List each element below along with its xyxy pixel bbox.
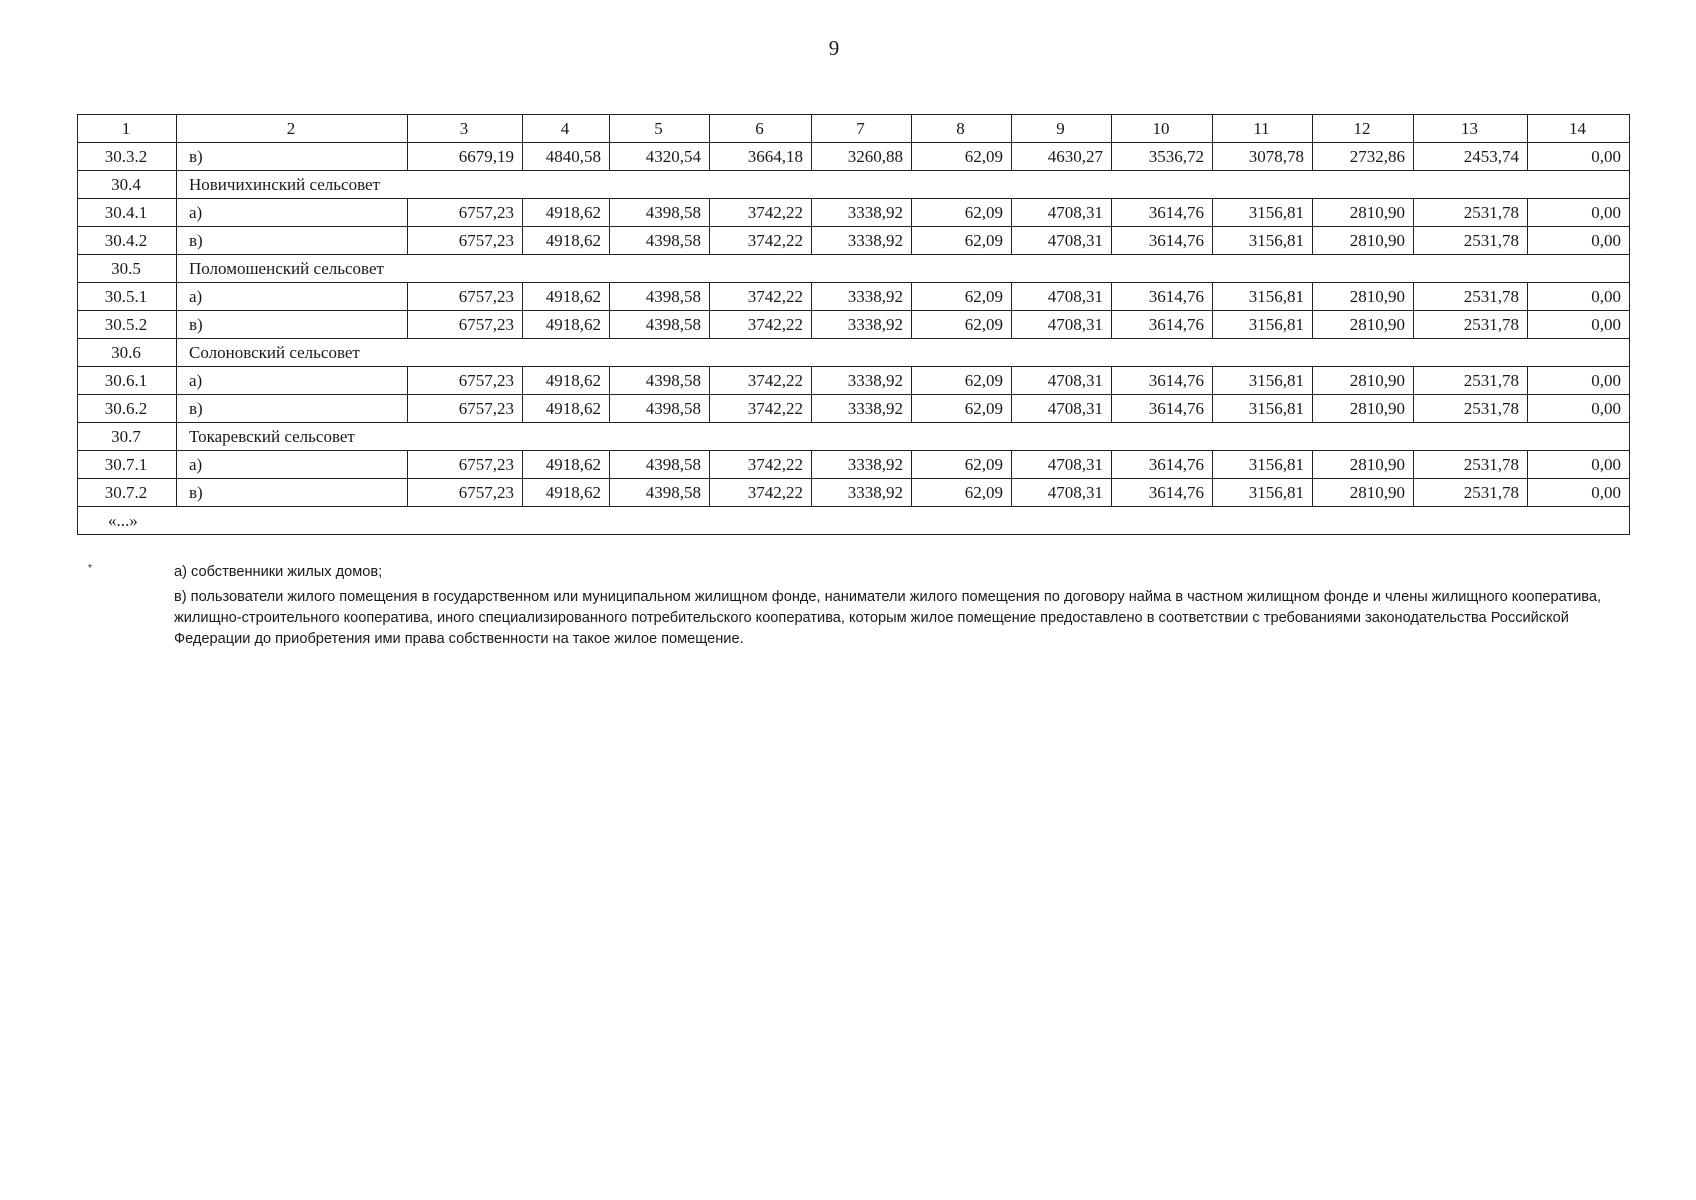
row-value: 2453,74 (1414, 143, 1528, 171)
row-value: 4918,62 (523, 479, 610, 507)
row-code: 30.5.2 (78, 311, 177, 339)
row-value: 4708,31 (1012, 311, 1112, 339)
row-value: 0,00 (1528, 227, 1630, 255)
row-value: 2531,78 (1414, 451, 1528, 479)
row-code: 30.6.2 (78, 395, 177, 423)
row-value: 3664,18 (710, 143, 812, 171)
footnote-a: а) собственники жилых домов; (174, 564, 383, 580)
column-header: 7 (812, 115, 912, 143)
column-header: 1 (78, 115, 177, 143)
column-header: 5 (610, 115, 710, 143)
continuation-marker: «...» (78, 507, 1630, 535)
page-number: 9 (828, 36, 840, 60)
row-value: 62,09 (912, 311, 1012, 339)
footnote-mark: * (88, 563, 92, 574)
row-value: 3742,22 (710, 367, 812, 395)
row-value: 4918,62 (523, 283, 610, 311)
row-code: 30.7.2 (78, 479, 177, 507)
row-value: 6757,23 (408, 395, 523, 423)
row-value: 62,09 (912, 367, 1012, 395)
row-value: 4918,62 (523, 395, 610, 423)
group-row (78, 255, 1630, 283)
tariff-table (77, 114, 1630, 535)
row-value: 4398,58 (610, 199, 710, 227)
row-value: 2531,78 (1414, 311, 1528, 339)
row-value: 3156,81 (1213, 311, 1313, 339)
table-row (78, 451, 1630, 479)
row-value: 3614,76 (1112, 367, 1213, 395)
table-row (78, 143, 1630, 171)
row-value: 3338,92 (812, 395, 912, 423)
row-label: в) (177, 227, 408, 255)
row-value: 4708,31 (1012, 451, 1112, 479)
row-value: 3338,92 (812, 367, 912, 395)
row-value: 2810,90 (1313, 395, 1414, 423)
row-value: 3156,81 (1213, 199, 1313, 227)
row-value: 4398,58 (610, 479, 710, 507)
row-value: 3742,22 (710, 395, 812, 423)
row-value: 62,09 (912, 227, 1012, 255)
row-value: 62,09 (912, 479, 1012, 507)
row-code: 30.7.1 (78, 451, 177, 479)
row-value: 0,00 (1528, 311, 1630, 339)
column-header: 10 (1112, 115, 1213, 143)
row-value: 2810,90 (1313, 227, 1414, 255)
row-code: 30.4.1 (78, 199, 177, 227)
row-value: 6757,23 (408, 227, 523, 255)
column-header: 13 (1414, 115, 1528, 143)
row-value: 3742,22 (710, 479, 812, 507)
row-value: 2732,86 (1313, 143, 1414, 171)
table-header-row (78, 115, 1630, 143)
row-value: 3614,76 (1112, 311, 1213, 339)
row-value: 4918,62 (523, 311, 610, 339)
group-row (78, 339, 1630, 367)
group-title: Солоновский сельсовет (177, 339, 1630, 367)
row-value: 3338,92 (812, 451, 912, 479)
row-value: 3338,92 (812, 199, 912, 227)
row-label: а) (177, 451, 408, 479)
row-value: 4398,58 (610, 395, 710, 423)
row-value: 2531,78 (1414, 227, 1528, 255)
row-value: 2810,90 (1313, 367, 1414, 395)
row-value: 3338,92 (812, 283, 912, 311)
table-row (78, 199, 1630, 227)
row-value: 4708,31 (1012, 479, 1112, 507)
row-value: 3614,76 (1112, 479, 1213, 507)
row-label: в) (177, 143, 408, 171)
row-value: 0,00 (1528, 199, 1630, 227)
group-code: 30.7 (78, 423, 177, 451)
row-code: 30.3.2 (78, 143, 177, 171)
row-value: 2531,78 (1414, 395, 1528, 423)
row-value: 4398,58 (610, 451, 710, 479)
row-value: 2531,78 (1414, 283, 1528, 311)
row-value: 4320,54 (610, 143, 710, 171)
row-label: а) (177, 199, 408, 227)
column-header: 9 (1012, 115, 1112, 143)
row-value: 3156,81 (1213, 395, 1313, 423)
column-header: 4 (523, 115, 610, 143)
column-header: 8 (912, 115, 1012, 143)
column-header: 14 (1528, 115, 1630, 143)
row-value: 3156,81 (1213, 479, 1313, 507)
row-value: 0,00 (1528, 451, 1630, 479)
row-value: 2531,78 (1414, 479, 1528, 507)
row-value: 6757,23 (408, 451, 523, 479)
row-value: 4708,31 (1012, 395, 1112, 423)
row-value: 62,09 (912, 283, 1012, 311)
row-value: 6757,23 (408, 479, 523, 507)
row-value: 3338,92 (812, 227, 912, 255)
row-value: 3156,81 (1213, 283, 1313, 311)
row-value: 0,00 (1528, 143, 1630, 171)
row-value: 3742,22 (710, 227, 812, 255)
row-value: 4918,62 (523, 367, 610, 395)
column-header: 2 (177, 115, 408, 143)
row-value: 62,09 (912, 395, 1012, 423)
row-value: 3614,76 (1112, 451, 1213, 479)
row-value: 62,09 (912, 143, 1012, 171)
row-value: 62,09 (912, 451, 1012, 479)
column-header: 11 (1213, 115, 1313, 143)
row-value: 2810,90 (1313, 199, 1414, 227)
table-row (78, 479, 1630, 507)
row-value: 4708,31 (1012, 227, 1112, 255)
row-value: 3614,76 (1112, 199, 1213, 227)
table-row (78, 311, 1630, 339)
row-value: 6757,23 (408, 283, 523, 311)
column-header: 12 (1313, 115, 1414, 143)
row-value: 4708,31 (1012, 199, 1112, 227)
row-value: 2810,90 (1313, 283, 1414, 311)
group-row (78, 423, 1630, 451)
table-body (78, 115, 1630, 535)
row-value: 4708,31 (1012, 367, 1112, 395)
row-value: 3742,22 (710, 283, 812, 311)
row-value: 2810,90 (1313, 479, 1414, 507)
table-row (78, 227, 1630, 255)
group-row (78, 171, 1630, 199)
row-value: 4918,62 (523, 451, 610, 479)
group-title: Токаревский сельсовет (177, 423, 1630, 451)
row-value: 4918,62 (523, 227, 610, 255)
row-value: 3742,22 (710, 199, 812, 227)
row-value: 3614,76 (1112, 283, 1213, 311)
row-value: 4398,58 (610, 283, 710, 311)
row-value: 3536,72 (1112, 143, 1213, 171)
row-value: 4398,58 (610, 311, 710, 339)
row-label: а) (177, 283, 408, 311)
row-value: 0,00 (1528, 283, 1630, 311)
row-value: 6757,23 (408, 311, 523, 339)
row-value: 62,09 (912, 199, 1012, 227)
row-value: 4630,27 (1012, 143, 1112, 171)
row-value: 6757,23 (408, 367, 523, 395)
row-value: 0,00 (1528, 395, 1630, 423)
group-code: 30.4 (78, 171, 177, 199)
group-title: Поломошенский сельсовет (177, 255, 1630, 283)
ellipsis-row (78, 507, 1630, 535)
group-code: 30.6 (78, 339, 177, 367)
table-row (78, 283, 1630, 311)
row-value: 3742,22 (710, 451, 812, 479)
row-value: 2531,78 (1414, 367, 1528, 395)
row-value: 3156,81 (1213, 451, 1313, 479)
row-value: 0,00 (1528, 367, 1630, 395)
row-code: 30.4.2 (78, 227, 177, 255)
row-value: 4708,31 (1012, 283, 1112, 311)
group-code: 30.5 (78, 255, 177, 283)
row-value: 2531,78 (1414, 199, 1528, 227)
table-row (78, 395, 1630, 423)
row-value: 3742,22 (710, 311, 812, 339)
row-value: 3156,81 (1213, 227, 1313, 255)
row-label: а) (177, 367, 408, 395)
column-header: 3 (408, 115, 523, 143)
row-value: 3260,88 (812, 143, 912, 171)
row-value: 4398,58 (610, 367, 710, 395)
row-value: 3338,92 (812, 311, 912, 339)
footnotes (88, 562, 1628, 654)
row-value: 4918,62 (523, 199, 610, 227)
row-label: в) (177, 311, 408, 339)
row-value: 3078,78 (1213, 143, 1313, 171)
row-value: 6757,23 (408, 199, 523, 227)
row-value: 3156,81 (1213, 367, 1313, 395)
row-value: 0,00 (1528, 479, 1630, 507)
table-row (78, 367, 1630, 395)
column-header: 6 (710, 115, 812, 143)
row-code: 30.5.1 (78, 283, 177, 311)
row-label: в) (177, 395, 408, 423)
row-value: 3614,76 (1112, 227, 1213, 255)
row-value: 4398,58 (610, 227, 710, 255)
row-value: 2810,90 (1313, 451, 1414, 479)
row-value: 6679,19 (408, 143, 523, 171)
row-value: 3614,76 (1112, 395, 1213, 423)
row-label: в) (177, 479, 408, 507)
row-value: 4840,58 (523, 143, 610, 171)
group-title: Новичихинский сельсовет (177, 171, 1630, 199)
row-code: 30.6.1 (78, 367, 177, 395)
row-value: 3338,92 (812, 479, 912, 507)
row-value: 2810,90 (1313, 311, 1414, 339)
footnote-v: в) пользователи жилого помещения в государственном или муниципальном жилищном фонде, наниматели жилого помещения по договору найма в частном жилищном фонде и члены жилищного кооператива, жилищно-строительного кооператива, иного специализированного потребительского кооператива, которым жилое помещение предоставлено в соответствии с требованиями законодательства Российской Федерации до приобретения ими права собственности на такое жилое помещение. (174, 589, 1602, 647)
